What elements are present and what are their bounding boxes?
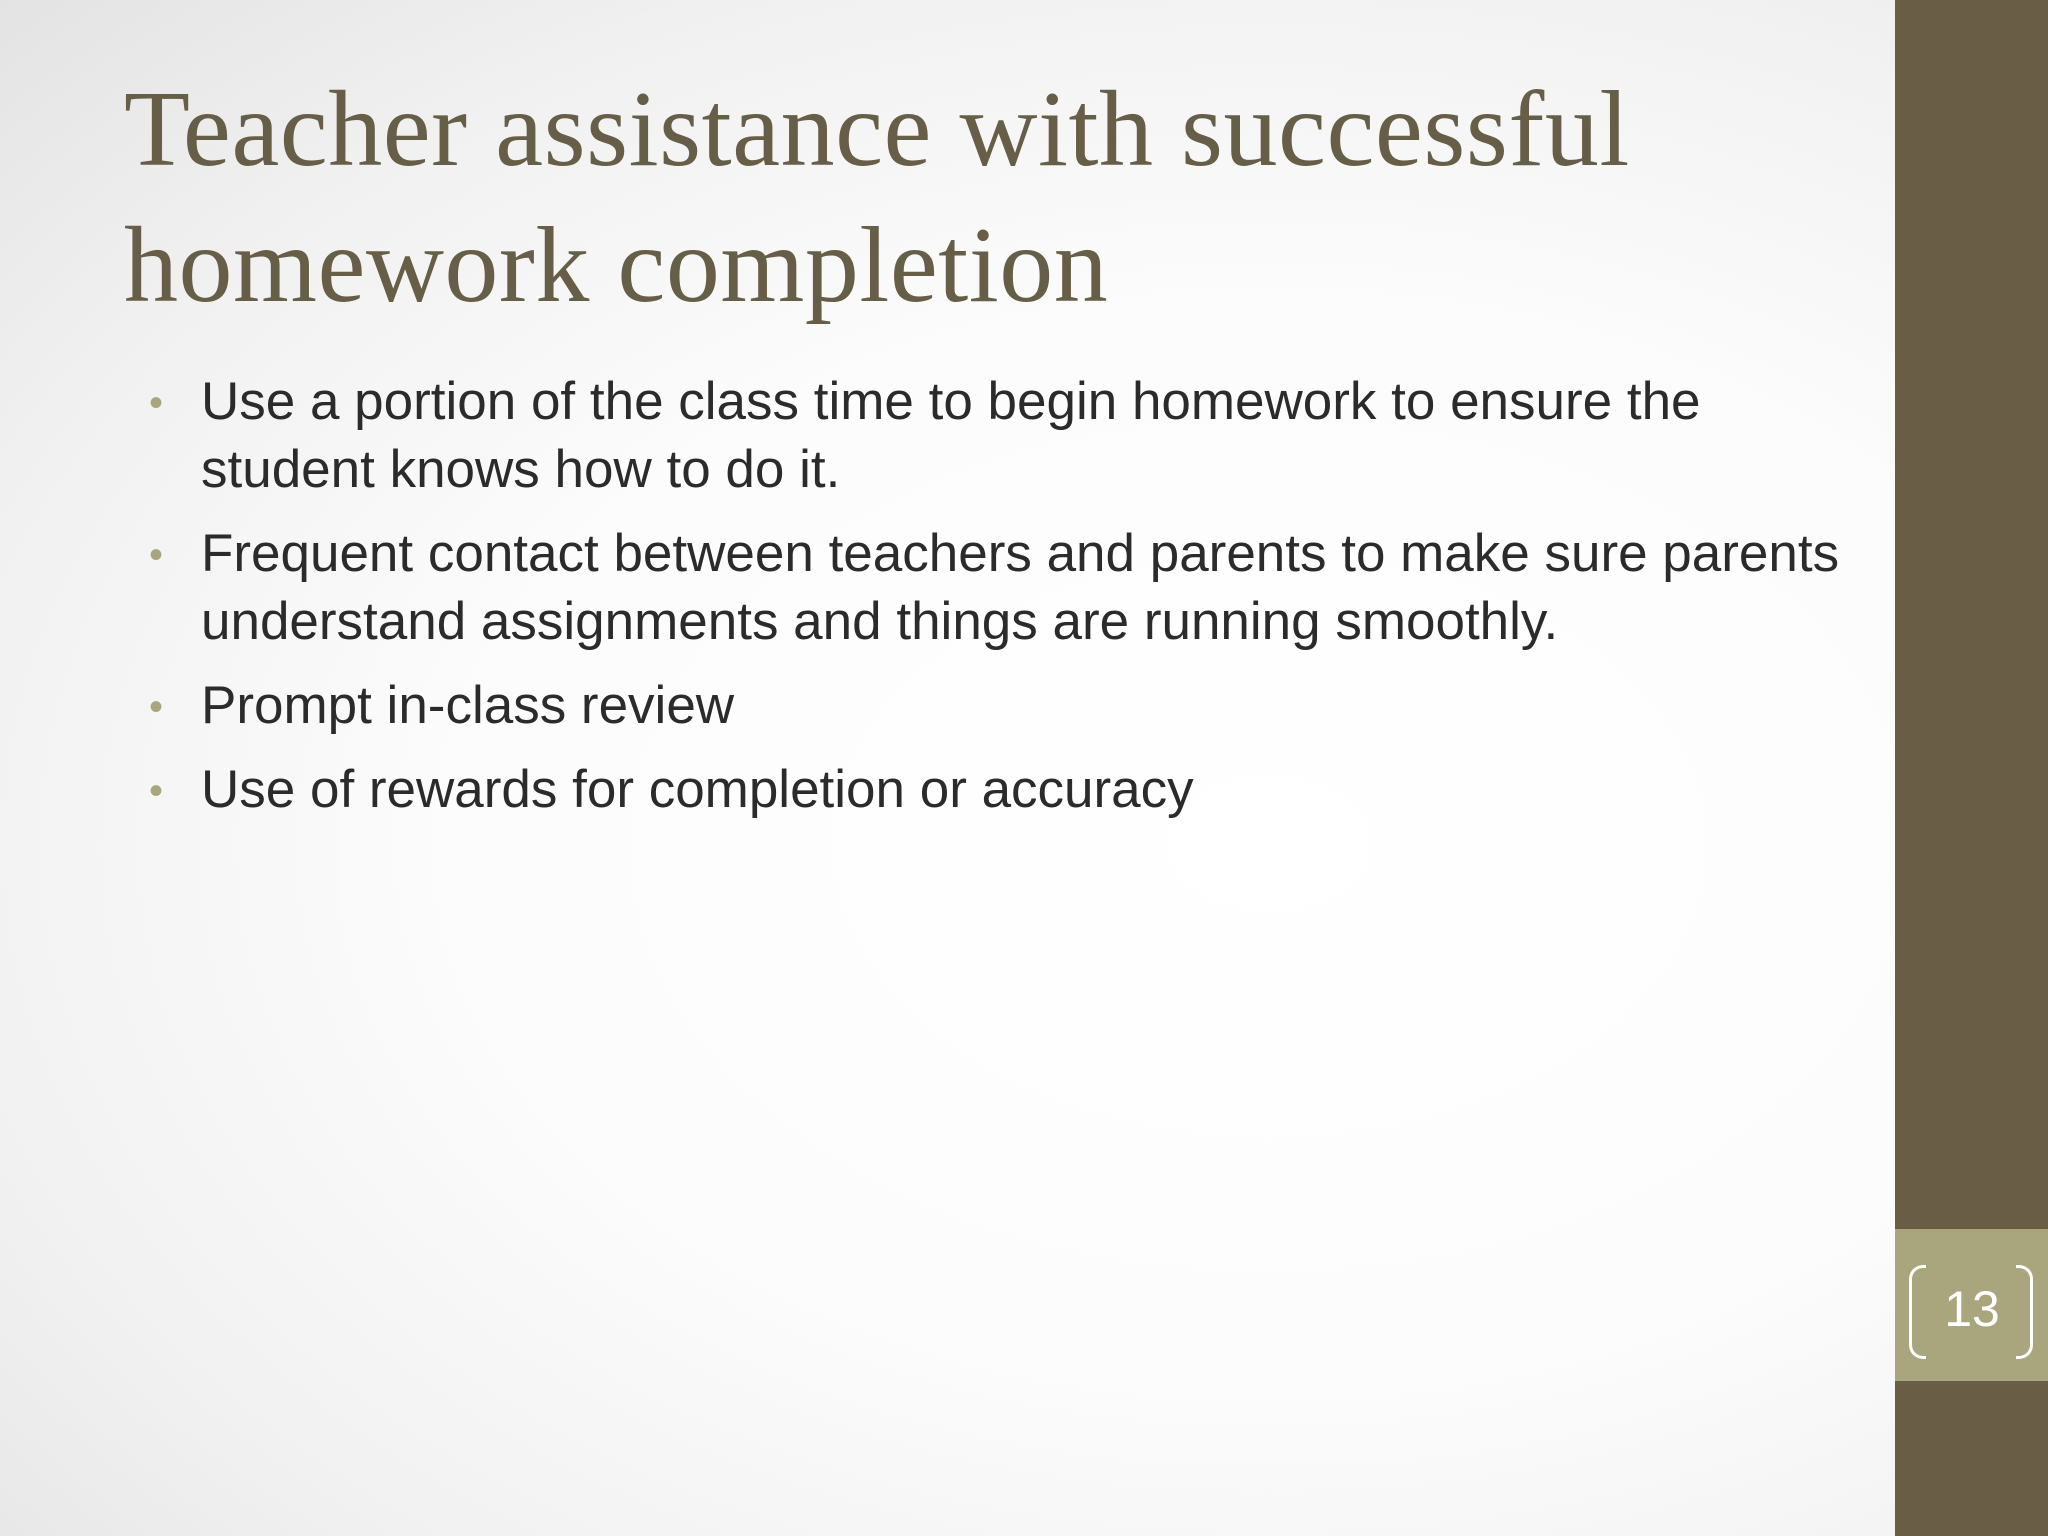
bullet-item bbox=[124, 672, 1844, 740]
bullet-text: Use a portion of the class time to begin homework to ensure the student knows how to do it. bbox=[201, 372, 1701, 499]
bullet-item bbox=[124, 756, 1844, 824]
bullet-dot-icon: • bbox=[149, 685, 164, 729]
page-number: 13 bbox=[1944, 1281, 2000, 1337]
bullet-text: Prompt in-class review bbox=[201, 676, 735, 735]
bullet-text: Frequent contact between teachers and parents to make sure parents understand assignments and things are running smoothly. bbox=[201, 524, 1840, 651]
bullet-item bbox=[124, 520, 1844, 656]
bullet-dot-icon: • bbox=[149, 533, 164, 577]
bullet-item bbox=[124, 368, 1844, 504]
right-bracket-icon bbox=[2016, 1265, 2033, 1359]
bullet-dot-icon: • bbox=[149, 381, 164, 425]
bullet-dot-icon: • bbox=[149, 769, 164, 813]
bullet-text: Use of rewards for completion or accuracy bbox=[201, 760, 1194, 819]
slide-title: Teacher assistance with successful homework completion bbox=[124, 70, 1630, 325]
left-bracket-icon bbox=[1909, 1265, 1926, 1359]
bullet-list bbox=[124, 368, 1844, 840]
page-number-box bbox=[1895, 1229, 2048, 1381]
